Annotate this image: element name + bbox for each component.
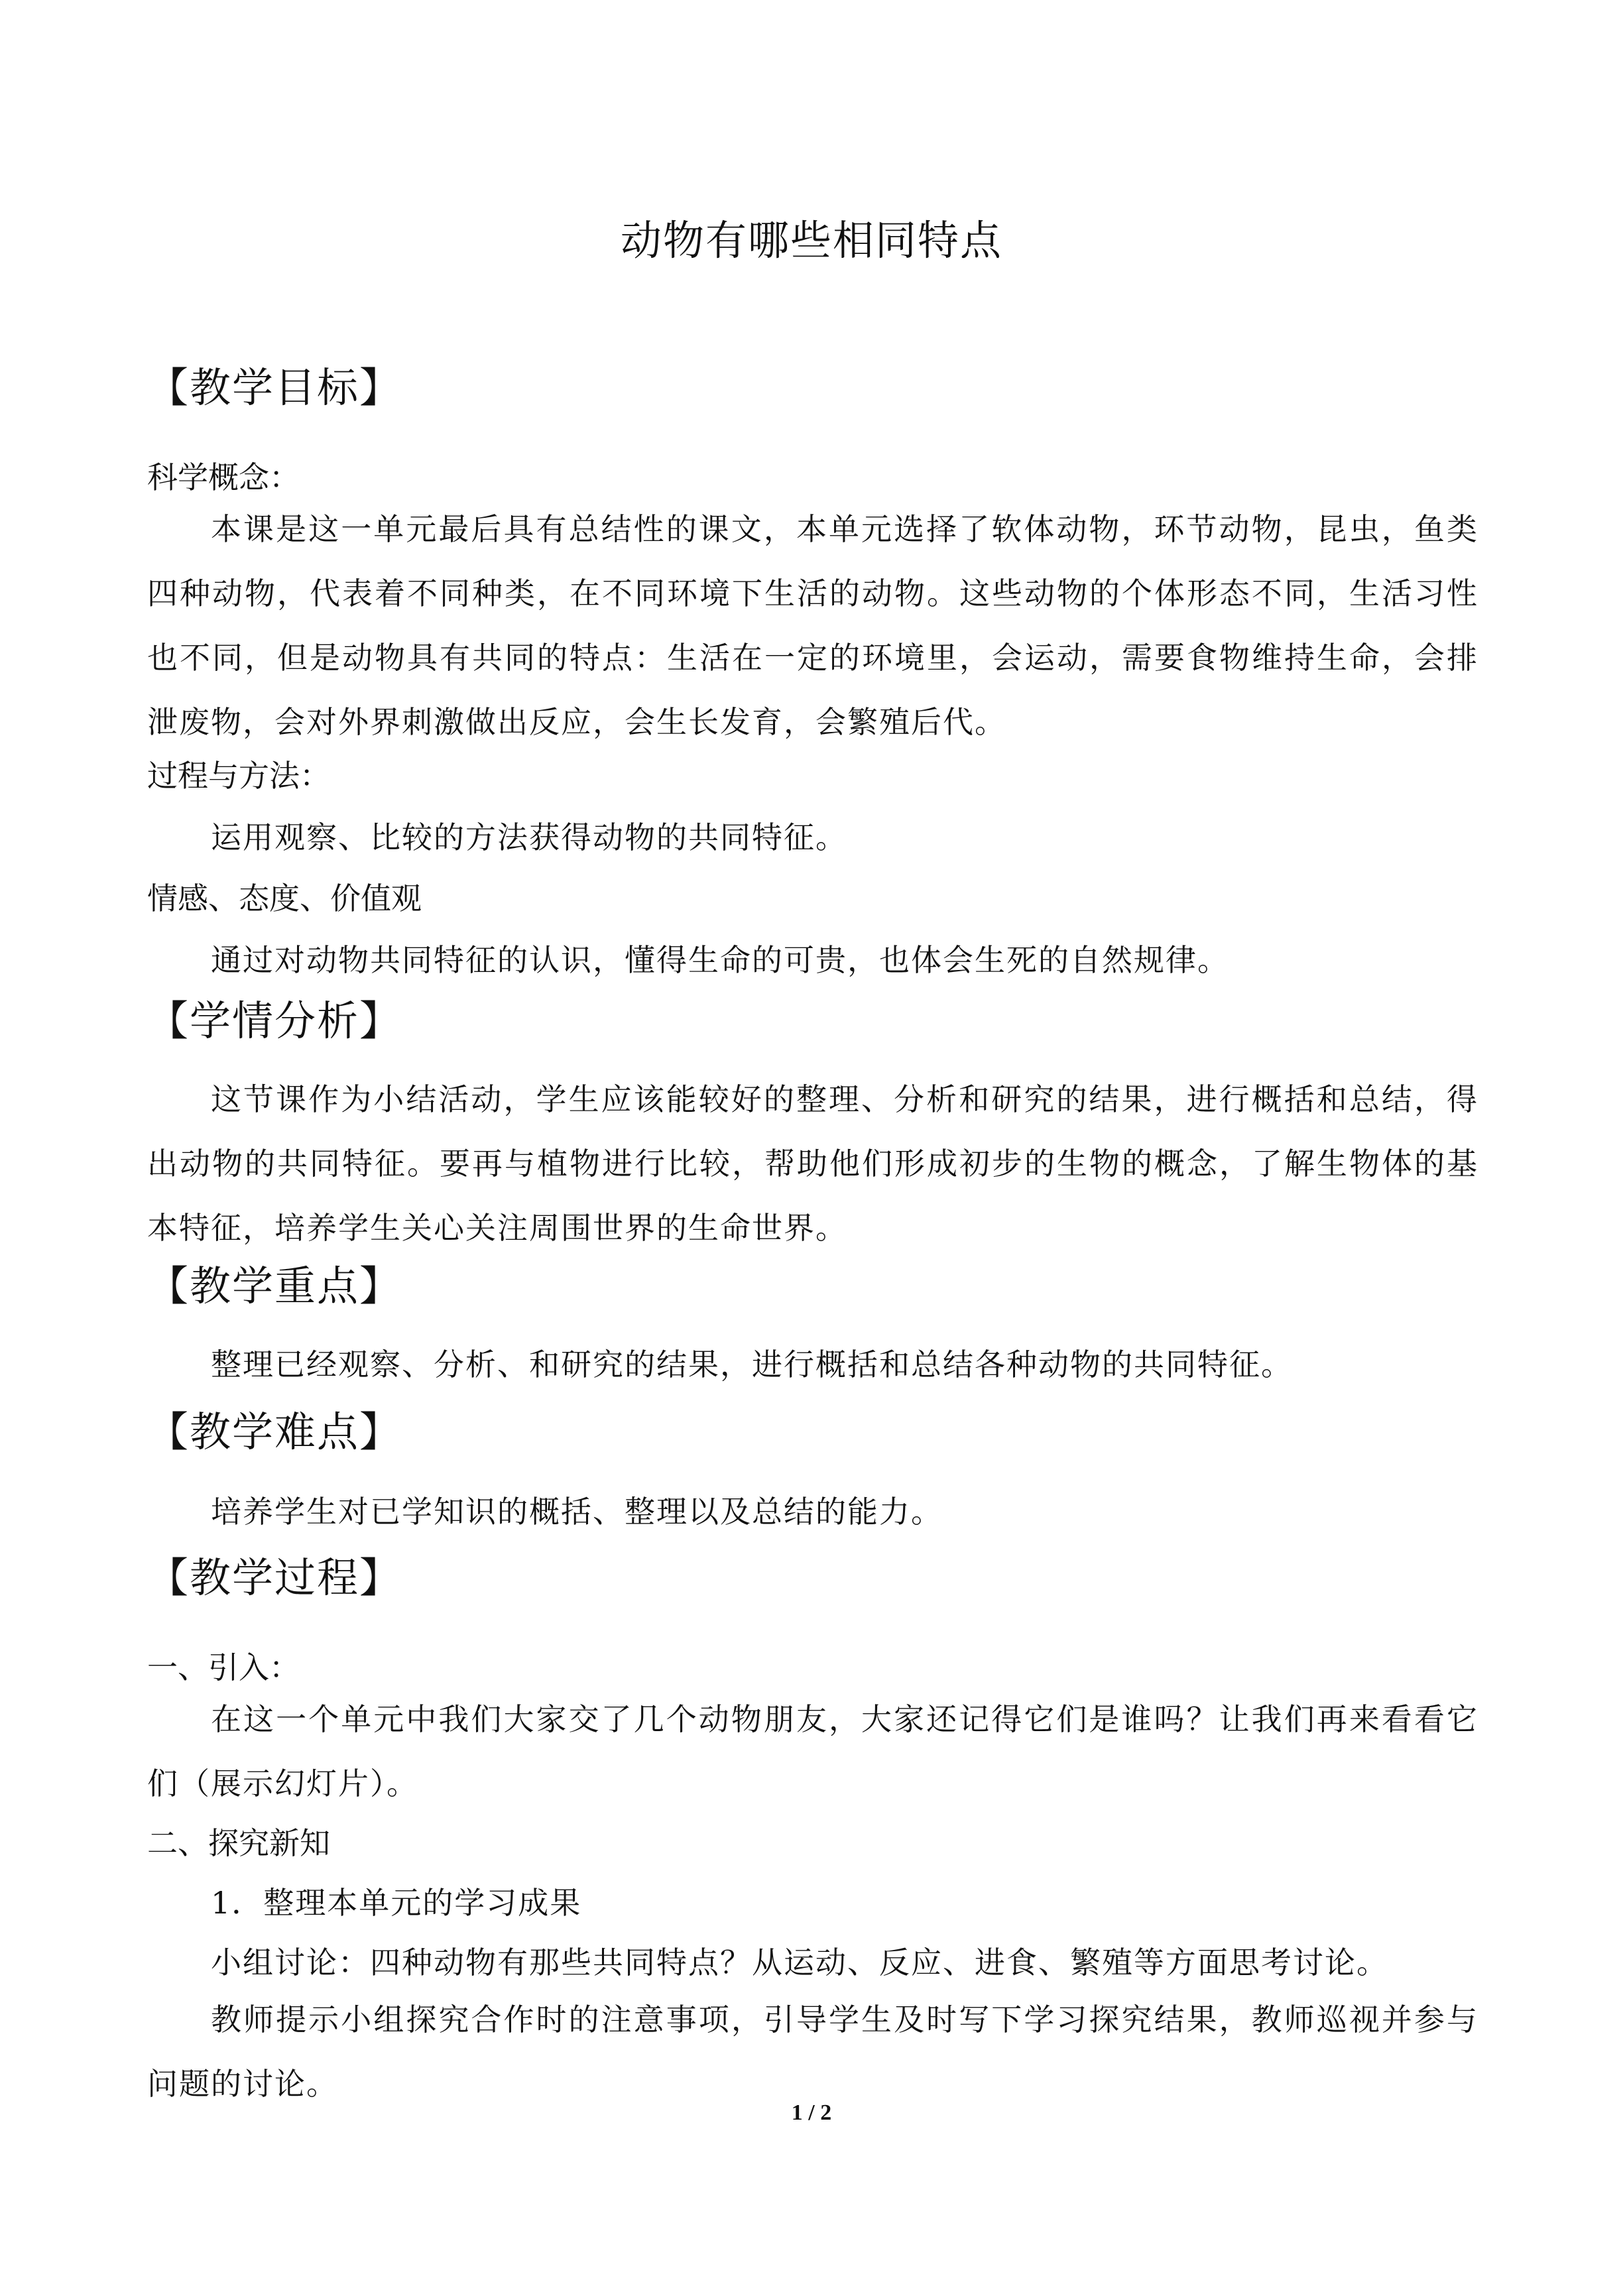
paragraph-science-concept: 本课是这一单元最后具有总结性的课文，本单元选择了软体动物，环节动物，昆虫，鱼类四种动物，代表着不同种类，在不同环境下生活的动物。这些动物的个体形态不同，生活习性也不同，但是动物具有共同的特点：生活在一定的环境里，会运动，需要食物维持生命，会排泄废物，会对外界刺激做出反应，会生长发育，会繁殖后代。 <box>147 511 1478 740</box>
paragraph-key-points: 整理已经观察、分析、和研究的结果，进行概括和总结各种动物的共同特征。 <box>211 1347 1293 1382</box>
label-process-method: 过程与方法： <box>147 758 330 794</box>
paragraph-analysis: 这节课作为小结活动，学生应该能较好的整理、分析和研究的结果，进行概括和总结，得出动物的共同特征。要再与植物进行比较，帮助他们形成初步的生物的概念，了解生物体的基本特征，培养学生关心关注周围世界的生命世界。 <box>147 1081 1478 1246</box>
paragraph-introduction: 在这一个单元中我们大家交了几个动物朋友，大家还记得它们是谁吗？让我们再来看看它们（展示幻灯片）。 <box>147 1701 1478 1801</box>
document-title: 动物有哪些相同特点 <box>620 216 1002 265</box>
paragraph-group-discussion: 小组讨论：四种动物有那些共同特点？从运动、反应、进食、繁殖等方面思考讨论。 <box>211 1945 1388 1980</box>
paragraph-difficulties: 培养学生对已学知识的概括、整理以及总结的能力。 <box>211 1494 943 1530</box>
list-item-organize-results: 1．整理本单元的学习成果 <box>211 1885 582 1921</box>
heading-process: 【教学过程】 <box>147 1553 402 1602</box>
heading-analysis: 【学情分析】 <box>147 997 402 1045</box>
label-science-concept: 科学概念： <box>147 459 300 495</box>
heading-difficulties: 【教学难点】 <box>147 1408 402 1456</box>
label-explore-new: 二、探究新知 <box>147 1825 330 1861</box>
heading-objectives: 【教学目标】 <box>147 363 402 412</box>
page-number: 1 / 2 <box>791 2100 832 2125</box>
label-introduction: 一、引入： <box>147 1650 300 1685</box>
paragraph-teacher-guidance: 教师提示小组探究合作时的注意事项，引导学生及时写下学习探究结果，教师巡视并参与问题的讨论。 <box>147 2002 1478 2102</box>
paragraph-attitude-values: 通过对动物共同特征的认识，懂得生命的可贵，也体会生死的自然规律。 <box>211 942 1229 978</box>
paragraph-process-method: 运用观察、比较的方法获得动物的共同特征。 <box>211 819 847 855</box>
heading-key-points: 【教学重点】 <box>147 1262 402 1310</box>
label-attitude-values: 情感、态度、价值观 <box>147 880 422 916</box>
